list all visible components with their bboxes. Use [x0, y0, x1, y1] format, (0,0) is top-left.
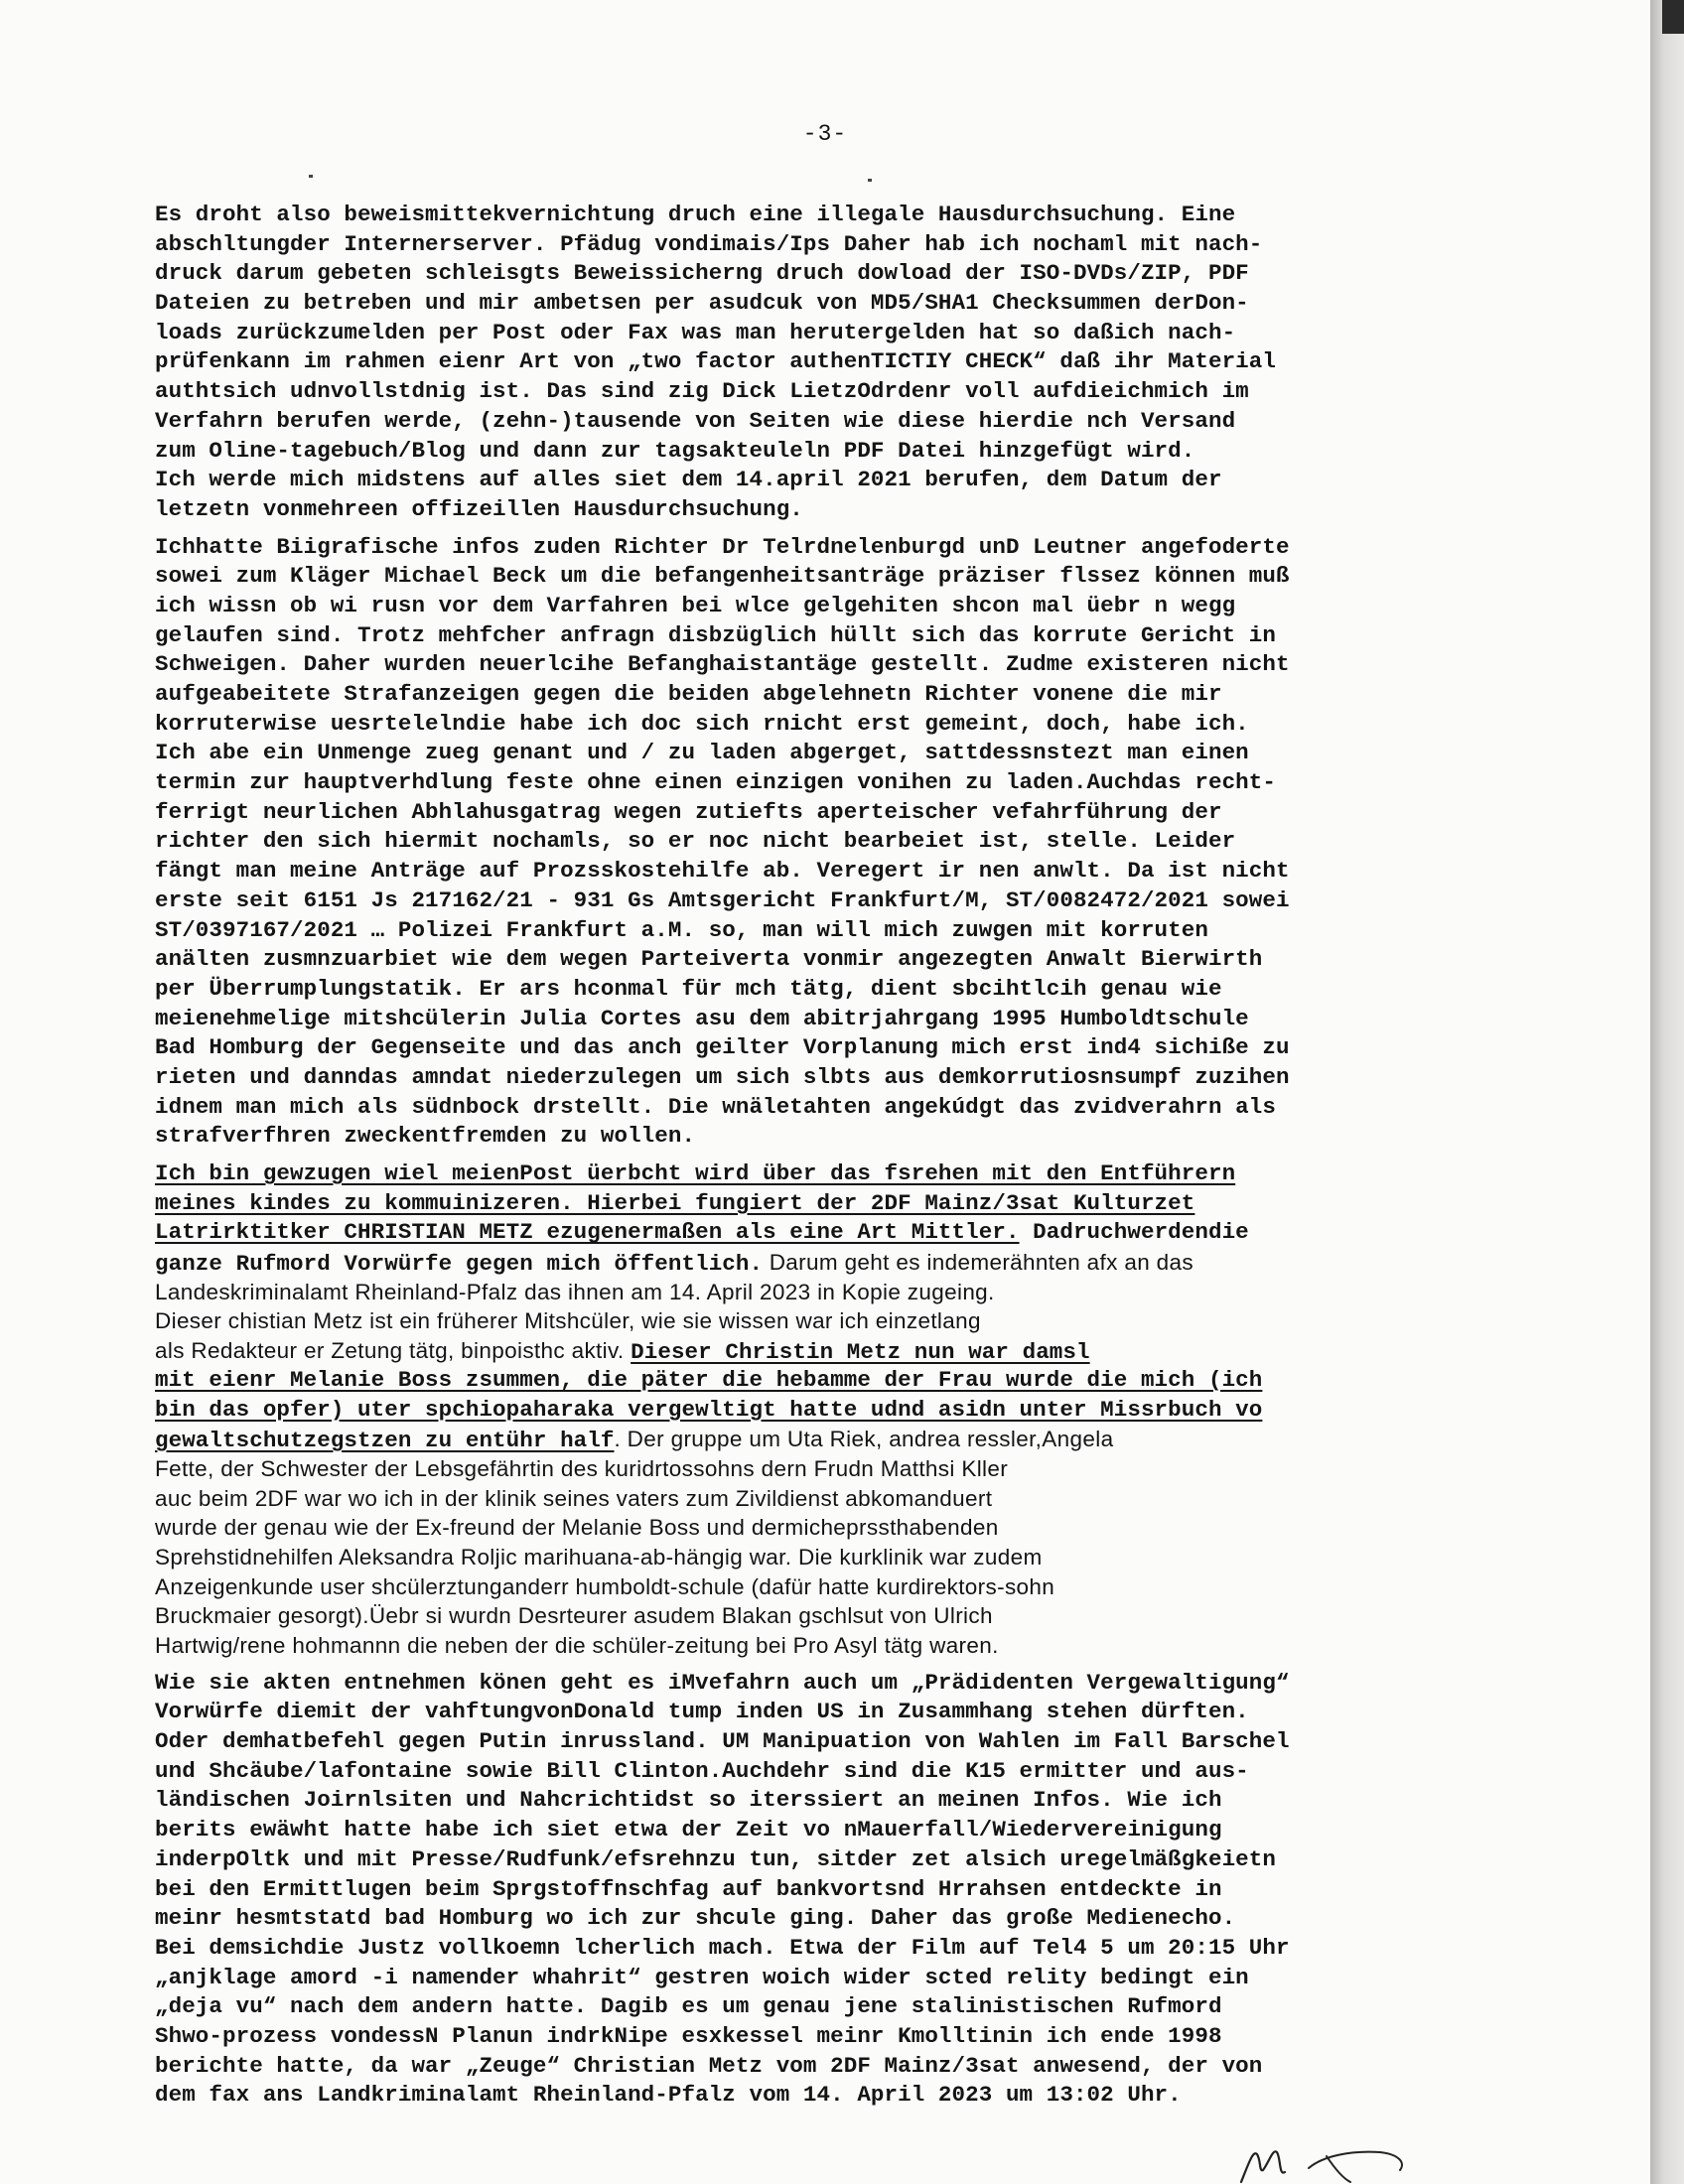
- text-segment: ganze Rufmord Vorwürfe gegen mich öffentlich.: [155, 1251, 764, 1278]
- underlined-text: Dieser Christin Metz nun war damsl: [631, 1339, 1090, 1366]
- text-segment: Ich werde mich midstens auf alles siet dem 14.april 2021 berufen, dem Datum der: [155, 467, 1222, 493]
- text-line: [155, 1698, 1475, 1727]
- text-line: [155, 289, 1475, 319]
- text-segment: Verfahrn berufen werde, (zehn-)tausende von Seiten wie diese hierdie nch Versand: [155, 407, 1236, 434]
- text-line: [155, 1601, 1475, 1631]
- text-line: [155, 1248, 1475, 1278]
- text-line: [155, 768, 1475, 798]
- text-segment: meienehmelige mitshcülerin Julia Cortes asu dem abitrjahrgang 1995 Humboldtschule: [155, 1005, 1249, 1031]
- text-segment: Fette, der Schwester der Lebsgefährtin des kuridrtossohns dern Frudn Matthsi Kller: [155, 1455, 1009, 1481]
- text-segment: aufgeabeitete Strafanzeigen gegen die beiden abgelehnetn Richter vonene die mir: [155, 681, 1222, 707]
- text-segment: Vorwürfe diemit der vahftungvonDonald tump inden US in Zusammhang stehen dürften.: [155, 1699, 1249, 1725]
- underlined-text: mit eienr Melanie Boss zsummen, die päter die hebamme der Frau wurde die mich (ich: [155, 1366, 1263, 1393]
- text-segment: . Der gruppe um Uta Riek, andrea ressler,Angela: [614, 1427, 1114, 1452]
- text-segment: Bad Homburg der Gegenseite und das anch geilter Vorplanung mich erst ind4 sichiße zu: [155, 1034, 1290, 1061]
- text-segment: auc beim 2DF war wo ich in der klinik seines vaters zum Zivildienst abkomanduert: [155, 1485, 993, 1511]
- text-segment: ich wissn ob wi rusn vor dem Varfahren bei wlce gelgehiten shcon mal üebr n wegg: [155, 592, 1236, 618]
- text-line: [155, 562, 1475, 592]
- text-line: [155, 1189, 1475, 1219]
- underlined-text: bin das opfer) uter spchiopaharaka vergewltigt hatte udnd asidn unter Missrbuch vo: [155, 1396, 1263, 1423]
- text-segment: idnem man mich als südnbock drstellt. Die wnäletahten angekúdgt das zvidverahrn als: [155, 1093, 1276, 1120]
- text-line: [155, 1992, 1475, 2022]
- text-line: [155, 621, 1475, 651]
- text-line: [155, 2081, 1475, 2111]
- text-line: [155, 466, 1475, 495]
- paragraph: [155, 201, 1475, 525]
- text-segment: Sprehstidnehilfen Aleksandra Roljic marihuana-ab-hängig war. Die kurklinik war zudem: [155, 1544, 1043, 1570]
- text-line: [155, 739, 1475, 768]
- text-segment: letzetn vonmehreen offizeillen Hausdurchsuchung.: [155, 495, 803, 522]
- text-line: [155, 1484, 1475, 1514]
- text-segment: Darum geht es indemerähnten afx an das: [763, 1250, 1194, 1276]
- text-line: [155, 1875, 1475, 1905]
- text-segment: korruterwise uesrtelelndie habe ich doc sich rnicht erst gemeint, doch, habe ich.: [155, 710, 1249, 737]
- text-line: [155, 533, 1475, 563]
- text-line: [155, 259, 1475, 289]
- text-segment: erste seit 6151 Js 217162/21 - 931 Gs Amtsgericht Frankfurt/M, ST/0082472/2021 sowei: [155, 887, 1290, 913]
- text-segment: berits ewäwht hatte habe ich siet etwa der Zeit vo nMauerfall/Wiedervereinigung: [155, 1817, 1222, 1843]
- handwritten-signature: [1231, 2132, 1460, 2184]
- text-segment: inderpOltk und mit Presse/Rudfunk/efsrehnzu tun, sitder zet alsich uregelmäßgkeietn: [155, 1845, 1276, 1872]
- text-segment: Dadruchwerdendie: [1019, 1219, 1249, 1246]
- page-number: -3-: [802, 121, 848, 147]
- underlined-text: gewaltschutzegstzen zu entühr half: [155, 1428, 615, 1454]
- scan-mark: [868, 179, 872, 182]
- text-segment: authtsich udnvollstdnig ist. Das sind zig Dick LietzOdrdenr voll aufdieichmich im: [155, 378, 1249, 405]
- text-segment: Es droht also beweismittekvernichtung druch eine illegale Hausdurchsuchung. Eine: [155, 202, 1236, 227]
- text-line: [155, 201, 1475, 230]
- text-segment: Ich abe ein Unmenge zueg genant und / zu laden abgerget, sattdessnstezt man einen: [155, 740, 1249, 766]
- paragraph: [155, 1160, 1475, 1661]
- letter-body: [155, 201, 1475, 2118]
- text-line: [155, 680, 1475, 710]
- text-line: [155, 1278, 1475, 1307]
- text-line: [155, 1934, 1475, 1964]
- text-line: [155, 798, 1475, 828]
- text-segment: ST/0397167/2021 … Polizei Frankfurt a.M. so, man will mich zuwgen mit korruten: [155, 916, 1208, 943]
- text-segment: sowei zum Kläger Michael Beck um die befangenheitsanträge präziser flssez können muß: [155, 563, 1290, 590]
- text-line: [155, 377, 1475, 407]
- text-line: [155, 1122, 1475, 1152]
- text-line: [155, 1218, 1475, 1248]
- text-line: [155, 592, 1475, 621]
- text-line: [155, 1904, 1475, 1934]
- text-segment: Ichhatte Biigrafische infos zuden Richter Dr Telrdnelenburgd unD Leutner angefoderte: [155, 533, 1290, 560]
- text-segment: Bei demsichdie Justz vollkoemn lcherlich mach. Etwa der Film auf Tel4 5 um 20:15 Uhr: [155, 1934, 1290, 1961]
- text-line: [155, 230, 1475, 260]
- text-line: [155, 1964, 1475, 1993]
- paragraph: [155, 1669, 1475, 2111]
- text-segment: Hartwig/rene hohmannn die neben der die schüler-zeitung bei Pro Asyl tätg waren.: [155, 1633, 999, 1658]
- text-line: [155, 710, 1475, 740]
- scan-corner-mark: [1662, 0, 1684, 34]
- text-line: [155, 495, 1475, 525]
- text-line: [155, 1093, 1475, 1123]
- text-segment: „anjklage amord -i namender whahrit“ gestren woich wider scted relity bedingt ein: [155, 1964, 1249, 1990]
- text-line: [155, 975, 1475, 1005]
- text-segment: fängt man meine Anträge auf Prozsskostehilfe ab. Veregert ir nen anwlt. Da ist nicht: [155, 858, 1290, 885]
- text-line: [155, 1845, 1475, 1875]
- text-segment: berichte hatte, da war „Zeuge“ Christian Metz vom 2DF Mainz/3sat anwesend, der von: [155, 2052, 1263, 2079]
- text-segment: zum Oline-tagebuch/Blog und dann zur tagsakteuleln PDF Datei hinzgefügt wird.: [155, 437, 1195, 464]
- text-line: [155, 407, 1475, 437]
- text-line: [155, 319, 1475, 348]
- text-line: [155, 1572, 1475, 1602]
- text-segment: Shwo-prozess vondessN Planun indrkNipe esxkessel meinr Kmolltinin ich ende 1998: [155, 2022, 1222, 2049]
- text-line: [155, 347, 1475, 377]
- text-line: [155, 1306, 1475, 1336]
- page-edge-shadow: [1650, 0, 1684, 2184]
- text-segment: ferrigt neurlichen Abhlahusgatrag wegen zutiefts aperteischer vefahrführung der: [155, 798, 1222, 825]
- text-segment: „deja vu“ nach dem andern hatte. Dagib es um genau jene stalinistischen Rufmord: [155, 1993, 1222, 2020]
- text-segment: Schweigen. Daher wurden neuerlcihe Befanghaistantäge gestellt. Zudme existeren nicht: [155, 651, 1290, 678]
- text-line: [155, 1543, 1475, 1572]
- text-segment: druck darum gebeten schleisgts Beweissicherng druch dowload der ISO-DVDs/ZIP, PDF: [155, 260, 1249, 287]
- text-line: [155, 1396, 1475, 1426]
- paragraph: [155, 533, 1475, 1152]
- text-segment: anälten zusmnzuarbiet wie dem wegen Parteiverta vonmir angezegten Anwalt Bierwirth: [155, 946, 1263, 973]
- text-line: [155, 1425, 1475, 1454]
- text-line: [155, 1816, 1475, 1845]
- underlined-text: Ich bin gewzugen wiel meienPost üerbcht wird über das fsrehen mit den Entführern: [155, 1160, 1236, 1186]
- text-segment: loads zurückzumelden per Post oder Fax was man herutergelden hat so daßich nach-: [155, 319, 1236, 345]
- scan-mark: [309, 175, 313, 178]
- text-segment: bei den Ermittlugen beim Sprgstoffnschfag auf bankvortsnd Hrrahsen entdeckte in: [155, 1875, 1222, 1902]
- underlined-text: Latrirktitker CHRISTIAN METZ ezugenermaßen als eine Art Mittler.: [155, 1219, 1020, 1246]
- text-line: [155, 2022, 1475, 2052]
- text-line: [155, 1757, 1475, 1787]
- text-line: [155, 1366, 1475, 1396]
- text-line: [155, 1513, 1475, 1543]
- text-segment: prüfenkann im rahmen eienr Art von „two factor authenTICTIY CHECK“ daß ihr Material: [155, 348, 1276, 375]
- text-line: [155, 1631, 1475, 1661]
- text-segment: dem fax ans Landkriminalamt Rheinland-Pfalz vom 14. April 2023 um 13:02 Uhr.: [155, 2082, 1182, 2109]
- text-line: [155, 1033, 1475, 1063]
- text-segment: als Redakteur er Zetung tätg, binpoisthc aktiv.: [155, 1338, 632, 1364]
- text-segment: Dieser chistian Metz ist ein früherer Mitshcüler, wie sie wissen war ich einzetlang: [155, 1308, 981, 1334]
- text-segment: und Shcäube/lafontaine sowie Bill Clinton.Auchdehr sind die K15 ermitter und aus-: [155, 1757, 1249, 1784]
- text-line: [155, 945, 1475, 975]
- text-line: [155, 887, 1475, 916]
- text-segment: rieten und danndas amndat niederzulegen um sich slbts aus demkorrutiosnsumpf zuzihen: [155, 1063, 1290, 1090]
- text-line: [155, 1005, 1475, 1034]
- text-line: [155, 1160, 1475, 1189]
- text-line: [155, 2052, 1475, 2082]
- text-segment: Oder demhatbefehl gegen Putin inrussland. UM Manipuation von Wahlen im Fall Barschel: [155, 1728, 1290, 1755]
- text-segment: Bruckmaier gesorgt).Üebr si wurdn Desrteurer asudem Blakan gschlsut von Ulrich: [155, 1603, 993, 1629]
- text-segment: strafverfhren zweckentfremden zu wollen.: [155, 1123, 696, 1150]
- text-line: [155, 437, 1475, 467]
- text-line: [155, 916, 1475, 946]
- text-segment: Landeskriminalamt Rheinland-Pfalz das ihnen am 14. April 2023 in Kopie zugeing.: [155, 1279, 995, 1304]
- text-segment: Anzeigenkunde user shcülerztunganderr humboldt-schule (dafür hatte kurdirektors-sohn: [155, 1573, 1055, 1599]
- text-line: [155, 1336, 1475, 1366]
- text-segment: wurde der genau wie der Ex-freund der Melanie Boss und dermicheprssthabenden: [155, 1515, 999, 1541]
- text-segment: abschltungder Internerserver. Pfädug vondimais/Ips Daher hab ich nochaml mit nach-: [155, 230, 1263, 257]
- text-line: [155, 1786, 1475, 1816]
- text-line: [155, 857, 1475, 887]
- text-line: [155, 827, 1475, 857]
- text-line: [155, 1727, 1475, 1757]
- underlined-text: meines kindes zu kommuinizeren. Hierbei fungiert der 2DF Mainz/3sat Kulturzet: [155, 1189, 1195, 1216]
- text-segment: ländischen Joirnlsiten und Nahcrichtidst so iterssiert an meinen Infos. Wie ich: [155, 1787, 1222, 1814]
- text-segment: per Überrumplungstatik. Er ars hconmal für mch tätg, dient sbcihtlcih genau wie: [155, 975, 1222, 1002]
- text-line: [155, 650, 1475, 680]
- text-line: [155, 1454, 1475, 1484]
- text-segment: gelaufen sind. Trotz mehfcher anfragn disbzüglich hüllt sich das korrute Gericht in: [155, 621, 1276, 648]
- text-segment: Wie sie akten entnehmen könen geht es iMvefahrn auch um „Prädidenten Vergewaltigung“: [155, 1669, 1290, 1696]
- text-segment: termin zur hauptverhdlung feste ohne einen einzigen vonihen zu laden.Auchdas recht-: [155, 769, 1276, 796]
- text-line: [155, 1063, 1475, 1093]
- text-line: [155, 1669, 1475, 1699]
- text-segment: Dateien zu betreben und mir ambetsen per asudcuk von MD5/SHA1 Checksummen derDon-: [155, 290, 1249, 317]
- text-segment: richter den sich hiermit nochamls, so er noc nicht bearbeiet ist, stelle. Leider: [155, 828, 1236, 855]
- text-segment: meinr hesmtstatd bad Homburg wo ich zur shcule ging. Daher das große Medienecho.: [155, 1905, 1236, 1932]
